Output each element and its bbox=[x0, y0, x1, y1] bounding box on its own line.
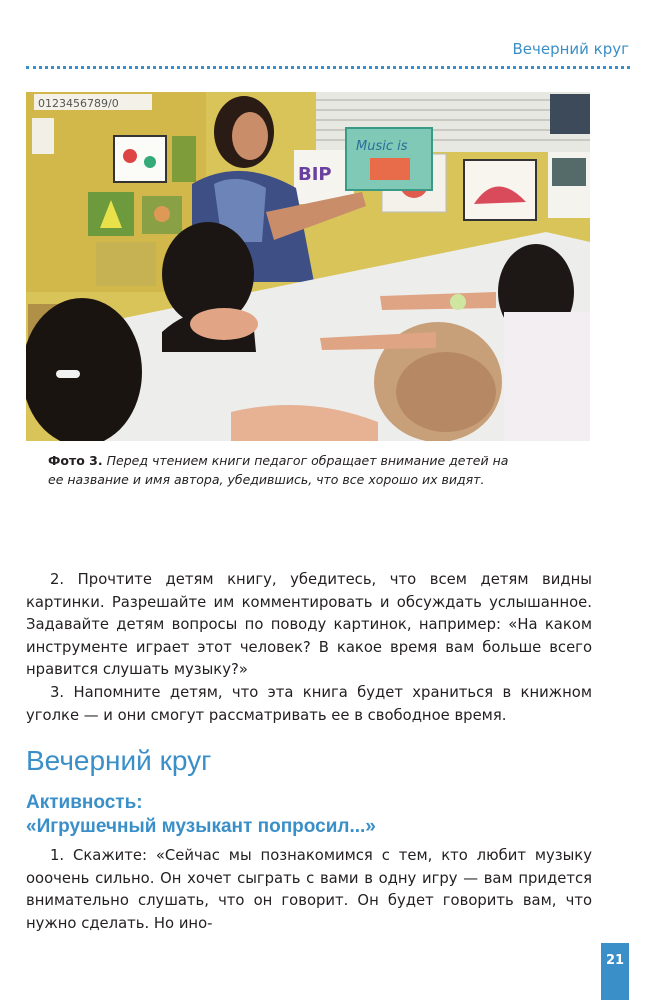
wall-sign: BIP bbox=[298, 164, 332, 185]
header-dotted-rule bbox=[26, 66, 630, 69]
caption-label: Фото 3. bbox=[48, 453, 103, 468]
activity-name: «Игрушечный музыкант попросил...» bbox=[26, 816, 376, 837]
body-text bbox=[26, 569, 592, 727]
activity-heading bbox=[26, 791, 376, 839]
photo-caption bbox=[48, 451, 518, 489]
section-title: Вечерний круг bbox=[26, 745, 212, 776]
section-body bbox=[26, 845, 592, 935]
alphabet-strip: 0123456789/0 bbox=[38, 97, 119, 110]
activity-label: Активность: bbox=[26, 792, 143, 813]
classroom-photo bbox=[26, 92, 590, 441]
running-head: Вечерний круг bbox=[512, 40, 629, 58]
paragraph-3: 3. Напомните детям, что эта книга будет храниться в книжном уголке — и они смогут рассматривать ее в свободное время. bbox=[26, 683, 592, 724]
caption-text: Перед чтением книги педагог обращает внимание детей на ее название и имя автора, убедившись, что все хорошо их видят. bbox=[48, 453, 509, 487]
book-title-text: Music is bbox=[356, 139, 408, 154]
page-number: 21 bbox=[605, 953, 625, 968]
section-paragraph-1: 1. Скажите: «Сейчас мы познакомимся с тем, кто любит музыку ооочень сильно. Он хочет сыграть с вами в одну игру — вам придется внимательно слушать, что он говорит. Он будет говорить вам, что нужно сделать. Но ино- bbox=[26, 847, 592, 932]
page-number-tab bbox=[601, 943, 629, 1000]
paragraph-2: 2. Прочтите детям книгу, убедитесь, что всем детям видны картинки. Разрешайте им комментировать и обсуждать услышанное. Задавайте детям вопросы по поводу картинок, например: «На каком инструменте играет этот человек? В какое время вам больше всего нравится слушать музыку?» bbox=[26, 571, 592, 679]
